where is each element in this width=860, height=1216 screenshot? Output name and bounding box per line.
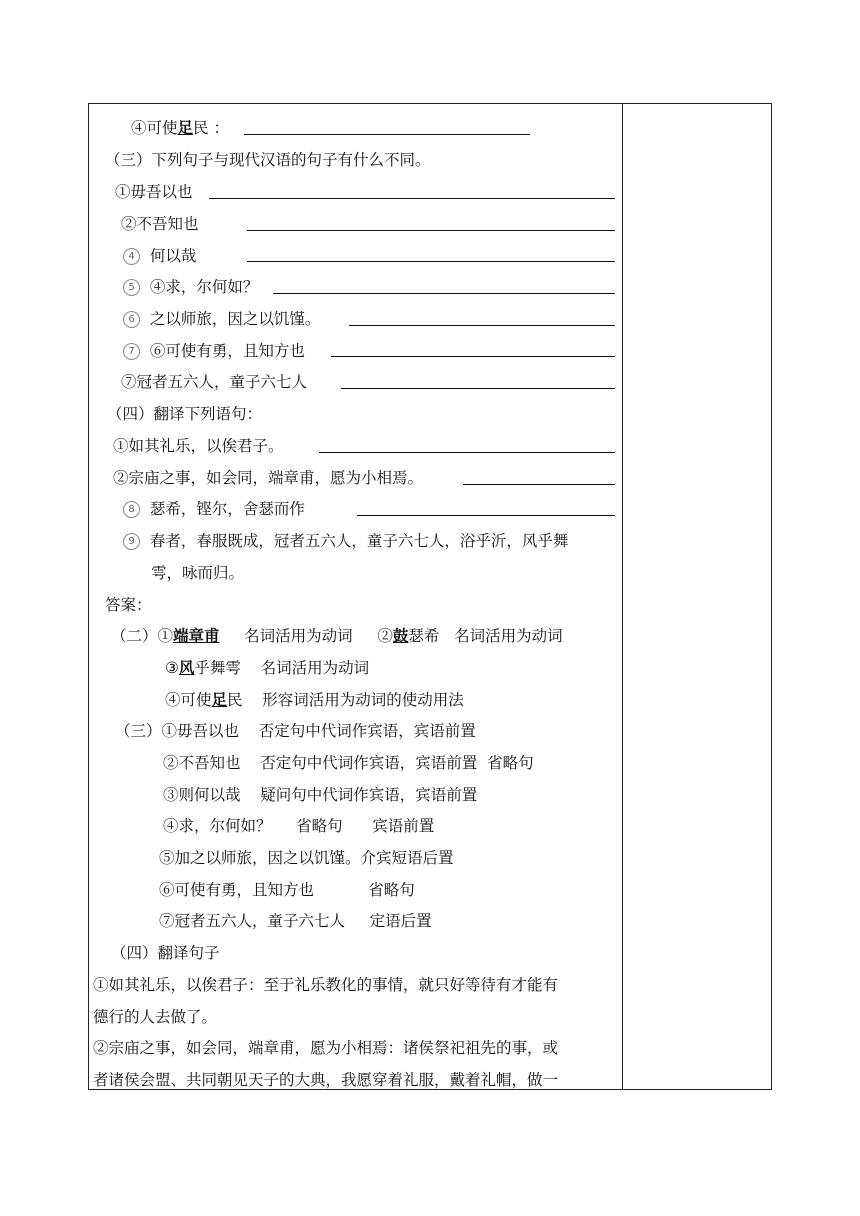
answer-s4-line-1: ①如其礼乐，以俟君子：至于礼乐教化的事情，就只好等待有才能有 [93, 976, 559, 994]
answer-s2-line-3: ④可使足民 形容词活用为动词的使动用法 [165, 690, 464, 709]
answer-blank[interactable] [319, 452, 615, 453]
s4-item-1: ①如其礼乐，以俟君子。 [113, 437, 284, 455]
s4-item-4-continued: 雩，咏而归。 [151, 564, 245, 582]
answer-blank[interactable] [209, 198, 615, 199]
column-divider [622, 104, 623, 1089]
list-marker-icon: 9 [123, 533, 140, 550]
list-marker-icon: 6 [123, 311, 140, 328]
answer-s4-heading: （四）翻译句子 [111, 944, 220, 962]
answer-s4-line-2: 德行的人去做了。 [93, 1008, 218, 1026]
main-column [89, 104, 622, 1089]
s3-item-7: ⑦冠者五六人，童子六七人 [121, 373, 308, 391]
exercise-item-4: ④可使足民 ： [131, 118, 229, 137]
answer-blank[interactable] [331, 356, 615, 357]
answer-blank[interactable] [247, 261, 615, 262]
s4-item-3: 8 瑟希，铿尔，舍瑟而作 [123, 499, 305, 519]
answer-s3-line-3: ③则何以哉 疑问句中代词作宾语，宾语前置 [163, 786, 478, 804]
s3-item-1: ①毋吾以也 [115, 183, 193, 201]
answer-s3-line-7: ⑦冠者五六人，童子六七人 定语后置 [159, 912, 432, 930]
answer-s3-line-4: ④求，尔何如？ 省略句 宾语前置 [163, 817, 435, 835]
s3-item-4: 5 ④求，尔何如？ [123, 277, 258, 297]
worksheet-table [88, 103, 772, 1090]
answer-s3-line-6: ⑥可使有勇，且知方也 省略句 [159, 881, 415, 899]
list-marker-icon: 4 [123, 248, 140, 265]
answer-s3-line-1: （三）①毋吾以也 否定句中代词作宾语，宾语前置 [115, 722, 476, 740]
s3-item-6: 7 ⑥可使有勇，且知方也 [123, 341, 305, 361]
answer-blank[interactable] [247, 230, 615, 231]
answer-blank[interactable] [244, 134, 530, 135]
answer-s4-line-3: ②宗庙之事，如会同，端章甫，愿为小相焉：诸侯祭祀祖先的事，或 [93, 1039, 559, 1057]
answer-blank[interactable] [341, 388, 615, 389]
answer-s2-line-2: ③风乎舞雩 名词活用为动词 [165, 658, 370, 677]
answer-blank[interactable] [463, 484, 615, 485]
section-4-heading: （四）翻译下列语句： [107, 405, 263, 423]
answer-s3-line-5: ⑤加之以师旅，因之以饥馑。介宾短语后置 [159, 849, 454, 867]
list-marker-icon: 7 [123, 343, 140, 360]
answer-s4-line-4: 者诸侯会盟、共同朝见天子的大典，我愿穿着礼服，戴着礼帽，做一 [93, 1071, 559, 1089]
answer-blank[interactable] [349, 325, 615, 326]
section-3-heading: （三）下列句子与现代汉语的句子有什么不同。 [105, 151, 431, 169]
answer-s3-line-2: ②不吾知也 否定句中代词作宾语，宾语前置 省略句 [163, 754, 534, 772]
answers-label: 答案： [105, 596, 152, 614]
s3-item-3: 4 何以哉 [123, 246, 196, 266]
answer-blank[interactable] [357, 515, 615, 516]
list-marker-icon: 5 [123, 279, 140, 296]
s4-item-2: ②宗庙之事，如会同，端章甫，愿为小相焉。 [113, 469, 424, 487]
s3-item-2: ②不吾知也 [121, 215, 199, 233]
s3-item-5: 6 之以师旅，因之以饥馑。 [123, 309, 320, 329]
list-marker-icon: 8 [123, 501, 140, 518]
answer-s2-line-1: （二）①端章甫 名词活用为动词 ②鼓瑟希 名词活用为动词 [111, 626, 563, 645]
answer-blank[interactable] [273, 293, 615, 294]
s4-item-4: 9 春者，春服既成，冠者五六人，童子六七人，浴乎沂，风乎舞 [123, 531, 568, 551]
